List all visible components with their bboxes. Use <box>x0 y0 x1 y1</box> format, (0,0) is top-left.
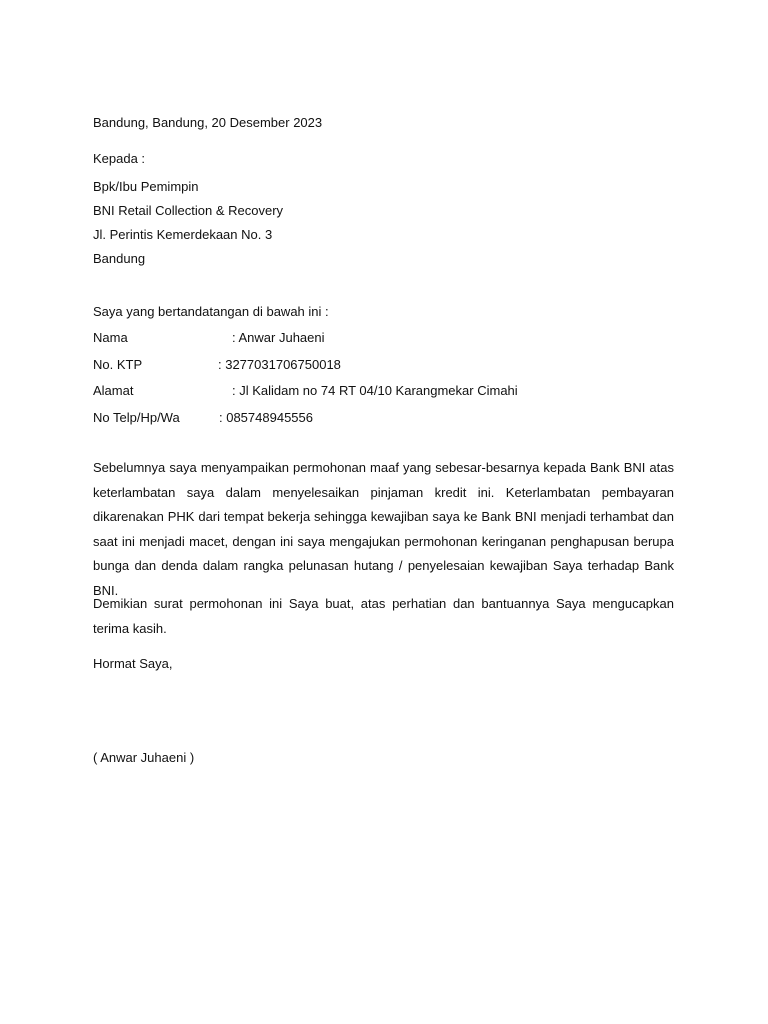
signature-name: ( Anwar Juhaeni ) <box>93 750 195 765</box>
identity-value: : Jl Kalidam no 74 RT 04/10 Karangmekar Cimahi <box>232 383 518 398</box>
identity-label: Nama <box>93 330 128 345</box>
body-paragraph-1: Sebelumnya saya menyampaikan permohonan maaf yang sebesar-besarnya kepada Bank BNI atas keterlambatan saya dalam menyelesaikan pinjaman kredit ini. Keterlambatan pembayaran dikarenakan PHK dari tempat bekerja sehingga kewajiban saya ke Bank BNI menjadi terhambat dan saat ini menjadi macet, dengan ini saya mengajukan permohonan keringanan penghapusan berupa bunga dan denda dalam rangka pelunasan hutang / penyelesaian kewajiban Saya terhadap Bank BNI. <box>93 460 674 598</box>
body-paragraph-2: Demikian surat permohonan ini Saya buat, atas perhatian dan bantuannya Saya mengucapkan terima kasih. <box>93 596 674 636</box>
identity-label: No. KTP <box>93 357 143 372</box>
recipient-line-3: Jl. Perintis Kemerdekaan No. 3 <box>93 227 273 242</box>
identity-value: : 3277031706750018 <box>218 357 341 372</box>
identity-row-ktp <box>93 357 693 373</box>
intro-text: Saya yang bertandatangan di bawah ini : <box>93 304 329 319</box>
closing-text: Hormat Saya, <box>93 656 173 671</box>
to-label: Kepada : <box>93 151 146 166</box>
identity-row-address <box>93 383 693 399</box>
identity-value: : 085748945556 <box>219 410 313 425</box>
recipient-line-1: Bpk/Ibu Pemimpin <box>93 179 199 194</box>
identity-value: : Anwar Juhaeni <box>232 330 325 345</box>
recipient-line-2: BNI Retail Collection & Recovery <box>93 203 284 218</box>
identity-label: No Telp/Hp/Wa <box>93 410 180 425</box>
recipient-line-4: Bandung <box>93 251 146 266</box>
identity-row-phone <box>93 410 693 426</box>
identity-row-name <box>93 330 693 346</box>
place-date: Bandung, Bandung, 20 Desember 2023 <box>93 115 323 130</box>
identity-label: Alamat <box>93 383 134 398</box>
